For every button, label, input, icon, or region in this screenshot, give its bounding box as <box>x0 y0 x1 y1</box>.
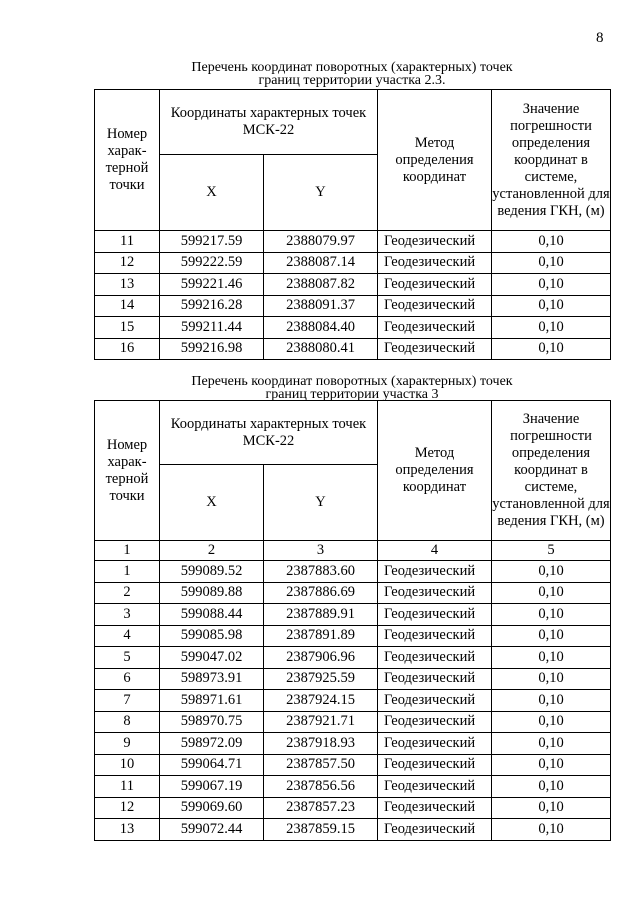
method-cell: Геодезический <box>378 711 492 733</box>
y-coordinate-cell: 2387857.23 <box>264 797 378 819</box>
method-cell: Геодезический <box>378 776 492 798</box>
header-accuracy: Значение погрешности определения координат в системе, установленной для ведения ГКН, (м) <box>492 90 611 231</box>
column-number: 5 <box>492 541 611 561</box>
method-cell: Геодезический <box>378 295 492 317</box>
accuracy-cell: 0,10 <box>492 252 611 274</box>
x-coordinate-cell: 599222.59 <box>160 252 264 274</box>
header-point-number: Номер харак-терной точки <box>95 401 160 541</box>
column-number-row <box>95 541 611 561</box>
accuracy-cell: 0,10 <box>492 295 611 317</box>
point-number-cell: 14 <box>95 295 160 317</box>
table-title-plot-2-3 <box>94 61 610 87</box>
y-coordinate-cell: 2387906.96 <box>264 647 378 669</box>
x-coordinate-cell: 599064.71 <box>160 754 264 776</box>
column-number: 3 <box>264 541 378 561</box>
accuracy-cell: 0,10 <box>492 733 611 755</box>
table-row <box>95 797 611 819</box>
accuracy-cell: 0,10 <box>492 690 611 712</box>
header-x: X <box>160 465 264 541</box>
x-coordinate-cell: 599047.02 <box>160 647 264 669</box>
header-coordinates: Координаты характерных точек МСК-22 <box>160 401 378 465</box>
table-row <box>95 604 611 626</box>
method-cell: Геодезический <box>378 338 492 360</box>
table-title-line-1: Перечень координат поворотных (характерных) точек <box>191 60 513 75</box>
point-number-cell: 5 <box>95 647 160 669</box>
x-coordinate-cell: 599216.28 <box>160 295 264 317</box>
method-cell: Геодезический <box>378 690 492 712</box>
point-number-cell: 11 <box>95 776 160 798</box>
point-number-cell: 6 <box>95 668 160 690</box>
point-number-cell: 8 <box>95 711 160 733</box>
table-row <box>95 274 611 296</box>
y-coordinate-cell: 2387921.71 <box>264 711 378 733</box>
accuracy-cell: 0,10 <box>492 231 611 253</box>
point-number-cell: 12 <box>95 252 160 274</box>
method-cell: Геодезический <box>378 604 492 626</box>
method-cell: Геодезический <box>378 317 492 339</box>
page-number: 8 <box>596 30 604 46</box>
x-coordinate-cell: 599067.19 <box>160 776 264 798</box>
accuracy-cell: 0,10 <box>492 797 611 819</box>
accuracy-cell: 0,10 <box>492 819 611 841</box>
table-row <box>95 668 611 690</box>
point-number-cell: 7 <box>95 690 160 712</box>
x-coordinate-cell: 599216.98 <box>160 338 264 360</box>
point-number-cell: 3 <box>95 604 160 626</box>
method-cell: Геодезический <box>378 625 492 647</box>
x-coordinate-cell: 598973.91 <box>160 668 264 690</box>
table-row <box>95 317 611 339</box>
method-cell: Геодезический <box>378 274 492 296</box>
table-row <box>95 252 611 274</box>
accuracy-cell: 0,10 <box>492 604 611 626</box>
method-cell: Геодезический <box>378 647 492 669</box>
point-number-cell: 16 <box>95 338 160 360</box>
table-row <box>95 231 611 253</box>
table-title-line-1: Перечень координат поворотных (характерных) точек <box>191 374 513 389</box>
table-row <box>95 776 611 798</box>
table-body <box>95 561 611 841</box>
point-number-cell: 10 <box>95 754 160 776</box>
x-coordinate-cell: 598970.75 <box>160 711 264 733</box>
y-coordinate-cell: 2388091.37 <box>264 295 378 317</box>
y-coordinate-cell: 2388087.14 <box>264 252 378 274</box>
table-title-plot-3 <box>94 375 610 401</box>
header-y: Y <box>264 465 378 541</box>
method-cell: Геодезический <box>378 561 492 583</box>
x-coordinate-cell: 599088.44 <box>160 604 264 626</box>
x-coordinate-cell: 599211.44 <box>160 317 264 339</box>
coordinates-table-plot-3 <box>94 400 611 841</box>
y-coordinate-cell: 2387856.56 <box>264 776 378 798</box>
x-coordinate-cell: 599089.52 <box>160 561 264 583</box>
coordinates-table-plot-2-3 <box>94 89 611 360</box>
table-row <box>95 754 611 776</box>
point-number-cell: 9 <box>95 733 160 755</box>
y-coordinate-cell: 2387886.69 <box>264 582 378 604</box>
point-number-cell: 13 <box>95 819 160 841</box>
header-method: Метод определения координат <box>378 90 492 231</box>
accuracy-cell: 0,10 <box>492 754 611 776</box>
point-number-cell: 13 <box>95 274 160 296</box>
x-coordinate-cell: 598971.61 <box>160 690 264 712</box>
header-x: X <box>160 155 264 231</box>
column-number: 1 <box>95 541 160 561</box>
x-coordinate-cell: 599221.46 <box>160 274 264 296</box>
y-coordinate-cell: 2388079.97 <box>264 231 378 253</box>
point-number-cell: 4 <box>95 625 160 647</box>
accuracy-cell: 0,10 <box>492 647 611 669</box>
accuracy-cell: 0,10 <box>492 274 611 296</box>
table-row <box>95 338 611 360</box>
x-coordinate-cell: 599085.98 <box>160 625 264 647</box>
table-row <box>95 625 611 647</box>
x-coordinate-cell: 598972.09 <box>160 733 264 755</box>
method-cell: Геодезический <box>378 733 492 755</box>
point-number-cell: 15 <box>95 317 160 339</box>
method-cell: Геодезический <box>378 668 492 690</box>
method-cell: Геодезический <box>378 231 492 253</box>
y-coordinate-cell: 2387891.89 <box>264 625 378 647</box>
point-number-cell: 2 <box>95 582 160 604</box>
column-number: 2 <box>160 541 264 561</box>
table-row <box>95 295 611 317</box>
y-coordinate-cell: 2387924.15 <box>264 690 378 712</box>
y-coordinate-cell: 2387918.93 <box>264 733 378 755</box>
accuracy-cell: 0,10 <box>492 625 611 647</box>
header-y: Y <box>264 155 378 231</box>
x-coordinate-cell: 599072.44 <box>160 819 264 841</box>
accuracy-cell: 0,10 <box>492 668 611 690</box>
table-row <box>95 711 611 733</box>
header-coordinates: Координаты характерных точек МСК-22 <box>160 90 378 155</box>
method-cell: Геодезический <box>378 797 492 819</box>
table-row <box>95 733 611 755</box>
point-number-cell: 11 <box>95 231 160 253</box>
point-number-cell: 1 <box>95 561 160 583</box>
accuracy-cell: 0,10 <box>492 582 611 604</box>
accuracy-cell: 0,10 <box>492 561 611 583</box>
y-coordinate-cell: 2388084.40 <box>264 317 378 339</box>
accuracy-cell: 0,10 <box>492 338 611 360</box>
y-coordinate-cell: 2388080.41 <box>264 338 378 360</box>
y-coordinate-cell: 2387857.50 <box>264 754 378 776</box>
table-row <box>95 647 611 669</box>
accuracy-cell: 0,10 <box>492 317 611 339</box>
table-row <box>95 582 611 604</box>
column-number: 4 <box>378 541 492 561</box>
table-row <box>95 819 611 841</box>
table-row <box>95 561 611 583</box>
table-title-line-2: границ территории участка 3 <box>265 387 439 402</box>
method-cell: Геодезический <box>378 819 492 841</box>
method-cell: Геодезический <box>378 754 492 776</box>
header-accuracy: Значение погрешности определения координат в системе, установленной для ведения ГКН, (м) <box>492 401 611 541</box>
accuracy-cell: 0,10 <box>492 776 611 798</box>
y-coordinate-cell: 2387883.60 <box>264 561 378 583</box>
header-method: Метод определения координат <box>378 401 492 541</box>
y-coordinate-cell: 2387859.15 <box>264 819 378 841</box>
y-coordinate-cell: 2387889.91 <box>264 604 378 626</box>
x-coordinate-cell: 599069.60 <box>160 797 264 819</box>
table-body <box>95 231 611 360</box>
accuracy-cell: 0,10 <box>492 711 611 733</box>
table-row <box>95 690 611 712</box>
method-cell: Геодезический <box>378 582 492 604</box>
x-coordinate-cell: 599089.88 <box>160 582 264 604</box>
x-coordinate-cell: 599217.59 <box>160 231 264 253</box>
y-coordinate-cell: 2388087.82 <box>264 274 378 296</box>
header-point-number: Номер харак-терной точки <box>95 90 160 231</box>
y-coordinate-cell: 2387925.59 <box>264 668 378 690</box>
table-title-line-2: границ территории участка 2.3. <box>258 73 446 88</box>
point-number-cell: 12 <box>95 797 160 819</box>
method-cell: Геодезический <box>378 252 492 274</box>
